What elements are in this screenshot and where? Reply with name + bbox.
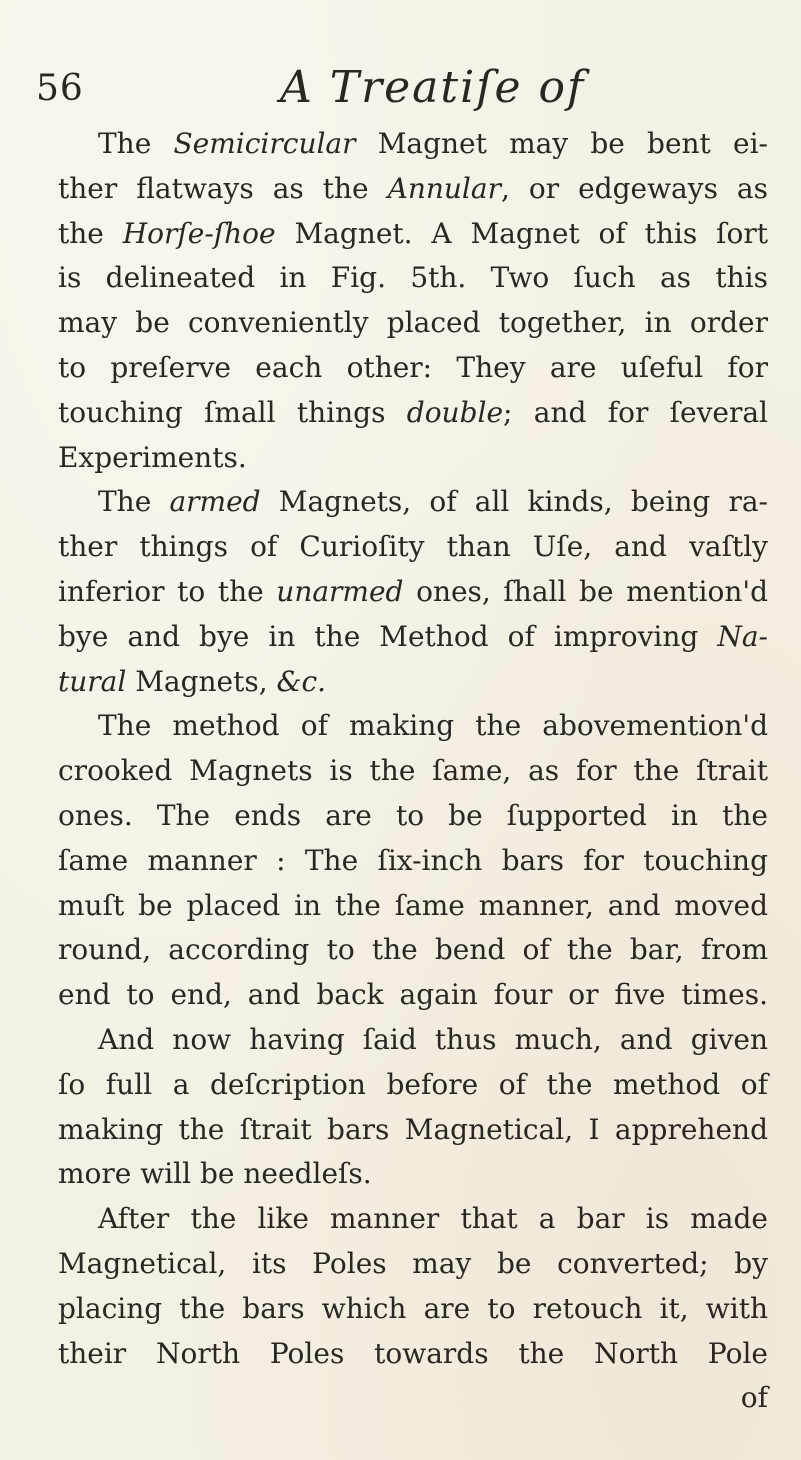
text-line [58,212,768,257]
text-segment: The method of making the abovemention'd [98,709,768,743]
page-number: 56 [36,68,84,109]
text-segment: touching ſmall things [58,395,407,429]
body-text [58,122,768,1421]
text-segment: After the like manner that a bar is made [98,1202,768,1236]
text-line [58,1332,768,1377]
text-segment: ones. The ends are to be ſupported in the [58,798,768,832]
text-segment: their North Poles towards the North Pole [58,1336,768,1370]
text-line [58,122,768,167]
text-segment: to preſerve each other: They are uſeful for [58,350,768,384]
text-segment: ſame manner : The ſix-inch bars for touching [58,843,768,877]
text-line [58,301,768,346]
text-line [58,749,768,794]
text-segment: ther flatways as the [58,171,388,205]
text-segment: Magnets, [126,664,277,698]
text-segment: ſo full a deſcription before of the method of [58,1067,768,1101]
text-segment: The [98,127,174,160]
text-line [58,256,768,301]
text-segment: bye and bye in the Method of improving [58,619,718,653]
text-segment: Magnet. A Magnet of this ſort [275,216,768,250]
text-line [58,1152,768,1197]
text-line [58,480,768,525]
italic-segment: double [406,395,504,429]
text-segment: may be conveniently placed together, in order [58,306,768,340]
text-line [58,660,768,705]
text-line [58,794,768,839]
text-segment: Magnetical, its Poles may be converted; by [58,1246,768,1280]
text-line [58,973,768,1018]
running-head: A Treatiſe of [280,62,586,113]
text-line [58,1063,768,1108]
text-line [58,704,768,749]
text-segment: muſt be placed in the ſame manner, and moved [58,888,768,922]
text-line [58,346,768,391]
text-segment: making the ſtrait bars Magnetical, I apprehend [58,1112,768,1146]
text-segment: ones, ſhall be mention'd [403,574,768,608]
text-line [58,1018,768,1063]
text-line [58,1197,768,1242]
italic-segment: Annular [387,171,501,205]
text-segment: And now having ſaid thus much, and given [98,1022,768,1056]
text-segment: end to end, and back again four or five times. [58,978,768,1012]
text-segment: of [740,1381,768,1415]
text-segment: , or edgeways as [500,171,768,205]
text-segment: placing the bars which are to retouch it, with [58,1291,768,1325]
text-segment: inferior to the [58,574,277,608]
text-segment: round, according to the bend of the bar, from [58,933,768,967]
text-line [58,570,768,615]
text-segment: Experiments. [58,440,247,474]
text-line [58,839,768,884]
text-line [58,1242,768,1287]
text-segment: ; and for ſeveral [503,395,768,429]
text-segment: more will be needleſs. [58,1157,372,1191]
text-segment: The [98,485,170,519]
text-segment: Magnet may be bent ei- [355,127,768,160]
italic-segment: Horſe-ſhoe [122,216,276,250]
text-segment: ther things of Curioſity than Uſe, and vaſtly [58,530,768,564]
catchword [58,1376,768,1421]
italic-segment: armed [169,485,261,519]
text-segment: the [58,216,123,250]
text-segment: is delineated in Fig. 5th. Two ſuch as this [58,261,768,295]
italic-segment: &c. [276,664,327,698]
italic-segment: unarmed [276,574,404,608]
italic-segment: tural [58,664,127,698]
text-segment: crooked Magnets is the ſame, as for the ſtrait [58,754,768,788]
text-segment: Magnets, of all kinds, being ra- [260,485,769,519]
text-line [58,525,768,570]
italic-segment: Na- [717,619,768,653]
text-line [58,391,768,436]
text-line [58,884,768,929]
italic-segment: Semicircular [173,127,356,160]
text-line [58,928,768,973]
text-line [58,1108,768,1153]
text-line [58,1287,768,1332]
page-header [36,62,766,122]
text-line [58,436,768,481]
text-line [58,615,768,660]
text-line [58,167,768,212]
